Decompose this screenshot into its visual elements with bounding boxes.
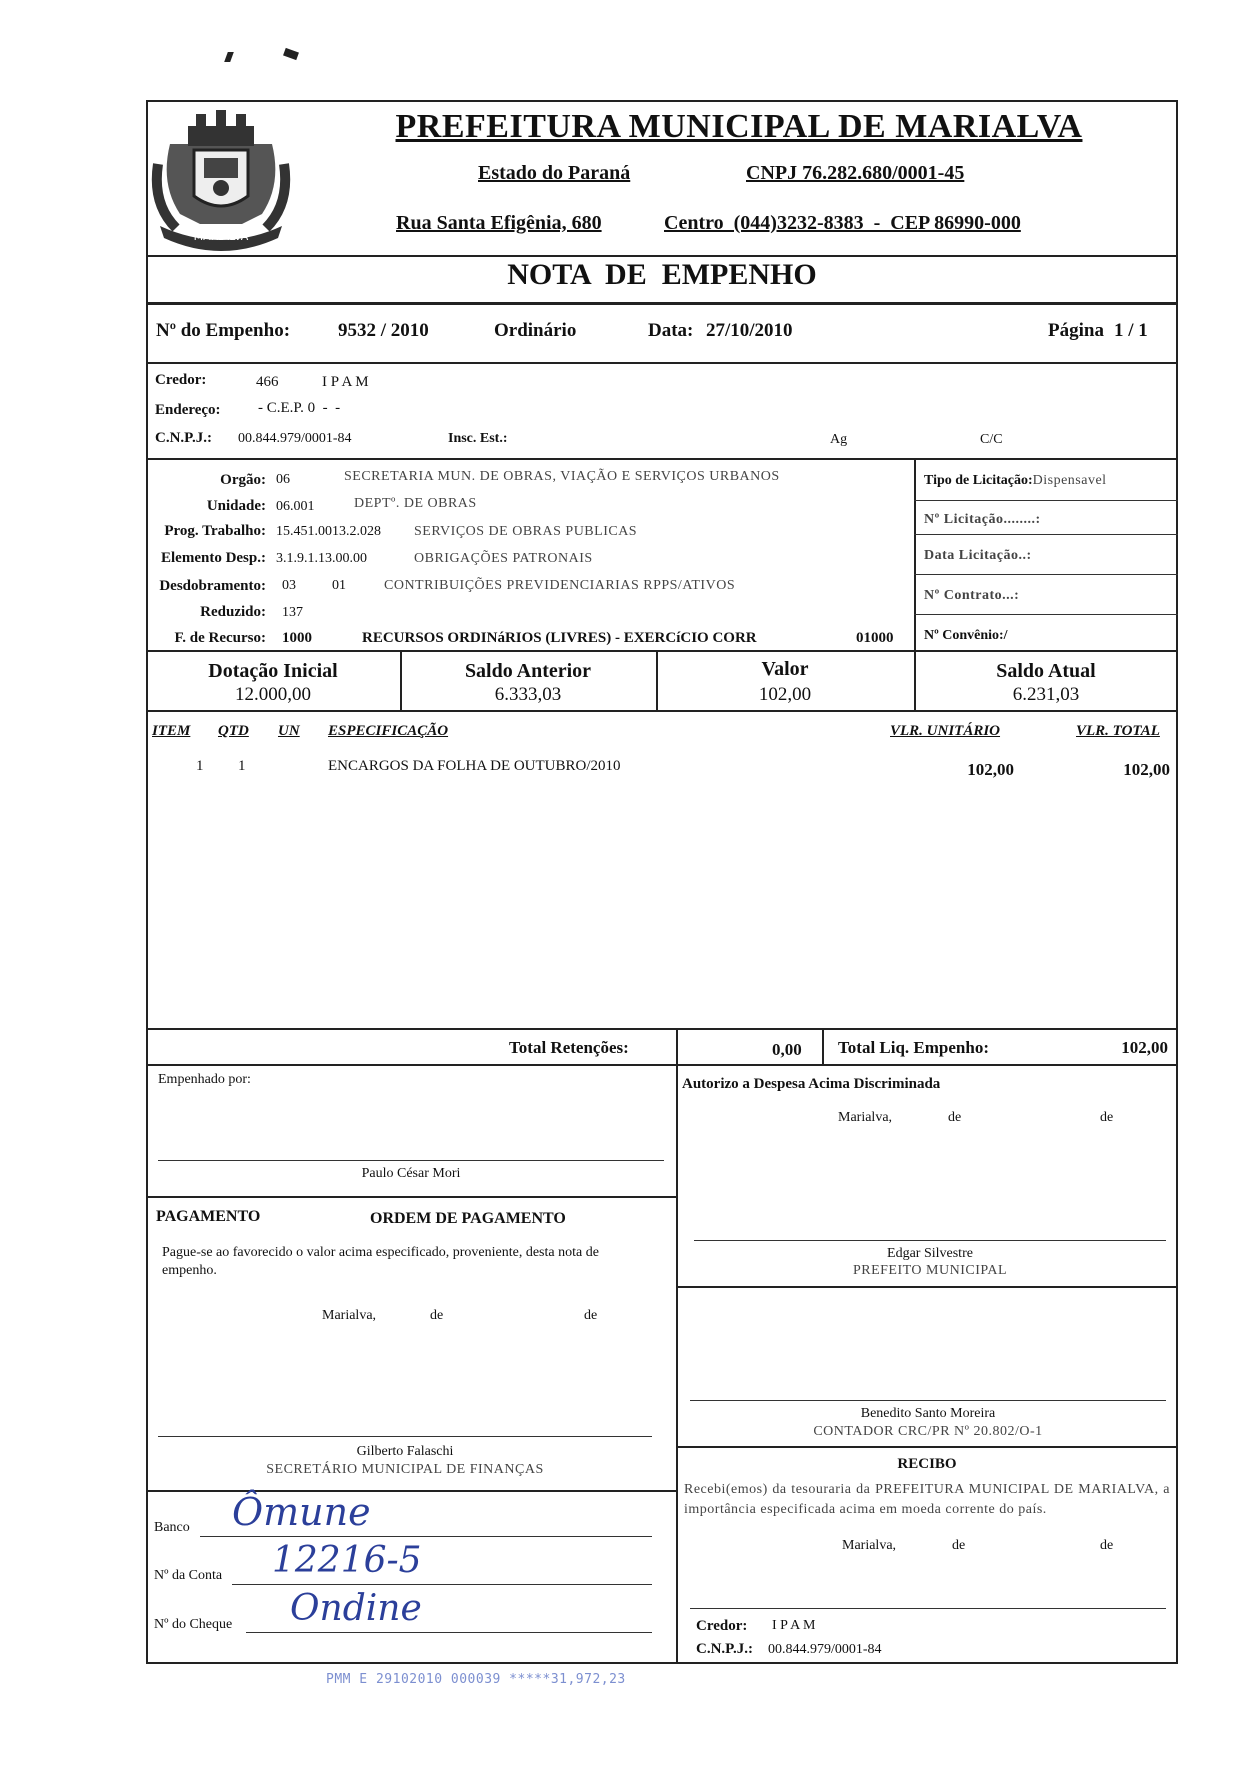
- empenhado-signer: Paulo César Mori: [361, 1166, 461, 1181]
- recibo-de-1: de: [952, 1538, 966, 1553]
- page-number: 1 / 1: [1114, 320, 1148, 341]
- contador-name: Benedito Santo Moreira: [860, 1406, 996, 1421]
- col-unit-header: VLR. UNITÁRIO: [890, 723, 1001, 739]
- elemento-desc: OBRIGAÇÕES PATRONAIS: [414, 551, 593, 566]
- conta-handwritten: 12216-5: [272, 1540, 422, 1581]
- district-phone-cep: Centro (044)3232-8383 - CEP 86990-000: [664, 212, 1021, 234]
- credor-code: 466: [256, 374, 279, 390]
- desdob-desc: CONTRIBUIÇÕES PREVIDENCIARIAS RPPS/ATIVOS: [384, 578, 736, 593]
- numero-convenio-label: Nº Convênio:/: [924, 628, 1008, 643]
- ordem-pagamento-label: ORDEM DE PAGAMENTO: [370, 1210, 566, 1227]
- date-value: 27/10/2010: [706, 320, 793, 341]
- orgao-code: 06: [276, 472, 290, 487]
- recurso-code-2: 01000: [856, 630, 894, 646]
- prefeitura-title: PREFEITURA MUNICIPAL DE MARIALVA: [395, 108, 1083, 145]
- prefeito-role: PREFEITO MUNICIPAL: [852, 1263, 1008, 1278]
- cnpj-prefeitura: CNPJ 76.282.680/0001-45: [746, 162, 965, 184]
- autorizo-city: Marialva,: [838, 1110, 893, 1125]
- desdob-code-2: 01: [332, 578, 346, 593]
- payment-stamp: PMM E 29102010 000039 *****31,972,23: [326, 1672, 626, 1687]
- pagamento-text: Pague-se ao favorecido o valor acima especificado, proveniente, desta nota de empenho.: [162, 1245, 599, 1278]
- tipo-licitacao-value: Dispensavel: [1032, 473, 1107, 488]
- orgao-label: Orgão:: [220, 472, 266, 488]
- endereco-value: - C.E.P. 0 - -: [258, 400, 341, 416]
- retencoes-label: Total Retenções:: [509, 1038, 629, 1057]
- numero-contrato-label: Nº Contrato...:: [924, 588, 1020, 603]
- unidade-code: 06.001: [276, 499, 315, 514]
- col-item-header: ITEM: [152, 723, 191, 739]
- page-label: Página: [1048, 320, 1104, 341]
- data-licitacao-label: Data Licitação..:: [924, 548, 1032, 563]
- empenhado-label: Empenhado por:: [158, 1072, 251, 1087]
- recibo-title: RECIBO: [897, 1456, 957, 1472]
- logo-text: MARIALVA: [193, 230, 249, 243]
- autorizo-de-1: de: [948, 1110, 962, 1125]
- prog-trabalho-code: 15.451.0013.2.028: [276, 524, 381, 539]
- recurso-code: 1000: [282, 630, 312, 646]
- coat-of-arms-logo: [150, 104, 292, 252]
- elemento-code: 3.1.9.1.13.00.00: [276, 551, 367, 566]
- cheque-handwritten: Ondine: [290, 1588, 422, 1629]
- pagamento-label: PAGAMENTO: [156, 1208, 261, 1225]
- recibo-cnpj: 00.844.979/0001-84: [768, 1642, 882, 1657]
- total-liquido-label: Total Liq. Empenho:: [838, 1038, 989, 1057]
- contador-role: CONTADOR CRC/PR Nº 20.802/O-1: [813, 1424, 1043, 1439]
- prog-trabalho-label: Prog. Trabalho:: [164, 523, 266, 539]
- empenho-number: 9532 / 2010: [338, 320, 429, 341]
- pagamento-de-2: de: [584, 1308, 598, 1323]
- secretario-role: SECRETÁRIO MUNICIPAL DE FINANÇAS: [266, 1462, 544, 1477]
- scan-mark: [283, 48, 299, 60]
- saldo-atual-label: Saldo Atual: [996, 660, 1096, 682]
- item-qtd: 1: [238, 758, 246, 774]
- recibo-cnpj-label: C.N.P.J.:: [696, 1641, 753, 1657]
- credor-name: I P A M: [322, 374, 369, 390]
- prog-trabalho-desc: SERVIÇOS DE OBRAS PUBLICAS: [414, 524, 638, 539]
- item-number: 1: [196, 758, 204, 774]
- tipo-licitacao-label: Tipo de Licitação:: [924, 473, 1033, 488]
- autorizo-de-2: de: [1100, 1110, 1114, 1125]
- desdobramento-label: Desdobramento:: [159, 578, 266, 594]
- numero-licitacao-label: Nº Licitação........:: [924, 512, 1041, 527]
- credor-label: Credor:: [155, 372, 207, 388]
- unidade-desc: DEPTº. DE OBRAS: [354, 496, 477, 511]
- col-un-header: UN: [278, 723, 300, 739]
- empenho-label: Nº do Empenho:: [156, 320, 291, 341]
- insc-est-label: Insc. Est.:: [448, 431, 508, 446]
- col-total-header: VLR. TOTAL: [1076, 723, 1160, 739]
- item-unit-value: 102,00: [967, 760, 1014, 779]
- reduzido-value: 137: [282, 605, 303, 620]
- recibo-text: Recebi(emos) da tesouraria da PREFEITURA MUNICIPAL DE MARIALVA, a importância especificada acima em moeda corrente do país.: [684, 1482, 1170, 1517]
- ag-label: Ag: [830, 432, 848, 447]
- date-label: Data:: [648, 320, 694, 341]
- dotacao-value: 12.000,00: [235, 684, 311, 705]
- retencoes-value: 0,00: [772, 1040, 802, 1059]
- scan-mark: [224, 52, 234, 62]
- recibo-city: Marialva,: [842, 1538, 897, 1553]
- cc-label: C/C: [980, 432, 1003, 447]
- empenho-type: Ordinário: [494, 320, 577, 341]
- total-liquido-value: 102,00: [1121, 1038, 1168, 1057]
- state-name: Estado do Paraná: [478, 162, 631, 184]
- conta-label: Nº da Conta: [154, 1568, 223, 1583]
- recurso-label: F. de Recurso:: [174, 630, 266, 646]
- reduzido-label: Reduzido:: [200, 604, 266, 620]
- credor-cnpj: 00.844.979/0001-84: [238, 431, 352, 446]
- unidade-label: Unidade:: [206, 498, 266, 514]
- recibo-de-2: de: [1100, 1538, 1114, 1553]
- street-address: Rua Santa Efigênia, 680: [396, 212, 602, 234]
- desdob-code-1: 03: [282, 578, 296, 593]
- item-total-value: 102,00: [1123, 760, 1170, 779]
- autorizo-label: Autorizo a Despesa Acima Discriminada: [682, 1076, 941, 1092]
- banco-handwritten: Ômune: [232, 1490, 371, 1534]
- elemento-label: Elemento Desp.:: [161, 550, 266, 566]
- pagamento-city: Marialva,: [322, 1308, 377, 1323]
- secretario-name: Gilberto Falaschi: [356, 1444, 454, 1459]
- banco-label: Banco: [154, 1520, 190, 1535]
- recibo-credor: I P A M: [772, 1618, 816, 1633]
- valor-value: 102,00: [758, 684, 812, 705]
- valor-label: Valor: [761, 658, 809, 680]
- recurso-desc: RECURSOS ORDINáRIOS (LIVRES) - EXERCíCIO CORR: [362, 630, 757, 646]
- endereco-label: Endereço:: [155, 402, 221, 418]
- cnpj-label: C.N.P.J.:: [155, 430, 212, 446]
- recibo-credor-label: Credor:: [696, 1618, 748, 1634]
- col-qtd-header: QTD: [218, 723, 249, 739]
- saldo-anterior-value: 6.333,03: [494, 684, 562, 705]
- pagamento-de-1: de: [430, 1308, 444, 1323]
- dotacao-label: Dotação Inicial: [208, 660, 338, 682]
- prefeito-name: Edgar Silvestre: [887, 1246, 973, 1261]
- tipo-licitacao: [924, 473, 1107, 489]
- cheque-label: Nº do Cheque: [154, 1617, 233, 1632]
- saldo-atual-value: 6.231,03: [1012, 684, 1080, 705]
- item-spec: ENCARGOS DA FOLHA DE OUTUBRO/2010: [328, 758, 621, 774]
- col-spec-header: ESPECIFICAÇÃO: [328, 723, 449, 739]
- saldo-anterior-label: Saldo Anterior: [464, 660, 592, 682]
- doc-title: NOTA DE EMPENHO: [507, 258, 817, 291]
- orgao-desc: SECRETARIA MUN. DE OBRAS, VIAÇÃO E SERVIÇOS URBANOS: [344, 469, 780, 484]
